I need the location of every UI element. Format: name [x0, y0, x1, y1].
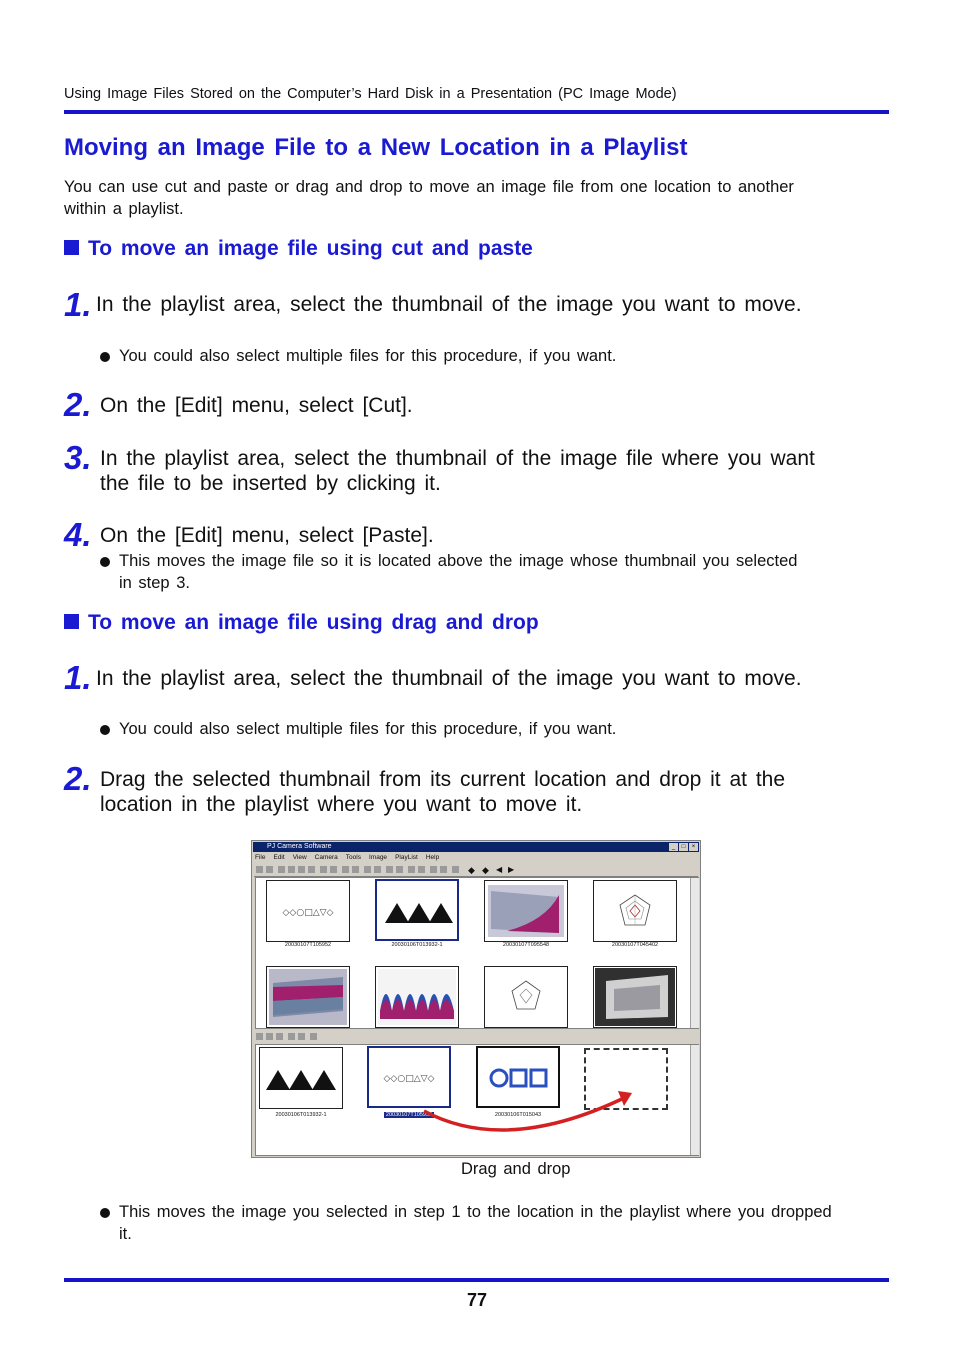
bullet-note	[100, 1201, 840, 1245]
square-bullet-icon	[64, 614, 79, 629]
bullet-text: You could also select multiple files for this procedure, if you want.	[119, 720, 617, 738]
thumbnail-label: 20030107T045402	[611, 942, 659, 948]
bullet-note	[100, 550, 800, 594]
intro-paragraph: You can use cut and paste or drag and drop to move an image file from one location to another within a playlist.	[64, 178, 794, 218]
toolbar-button-icon[interactable]	[352, 866, 359, 873]
thumbnail-selected[interactable]	[375, 879, 459, 941]
menu-bar	[255, 853, 439, 863]
menu-tools[interactable]: Tools	[345, 854, 361, 861]
thumbnail[interactable]	[266, 880, 350, 942]
menu-help[interactable]: Help	[425, 854, 440, 861]
bullet-text: This moves the image file so it is located above the image whose thumbnail you selected in step 3.	[119, 552, 798, 592]
section-heading-text: To move an image file using drag and drop	[88, 611, 539, 634]
step-text: In the playlist area, select the thumbnail of the image you want to move.	[96, 293, 802, 316]
toolbar-button-icon[interactable]	[298, 1033, 305, 1040]
diamond-icon[interactable]: ◆	[482, 865, 489, 875]
window-title: PJ Camera Software	[267, 843, 332, 850]
playlist-thumbnail-label: 20030106T013932-1	[275, 1112, 327, 1118]
thumbnail[interactable]	[375, 966, 459, 1028]
step-text: In the playlist area, select the thumbnail of the image you want to move.	[96, 667, 802, 690]
step-text: In the playlist area, select the thumbnail of the image file where you want the file to be inserted by clicking it.	[100, 447, 815, 495]
bullet-note	[100, 345, 820, 367]
menu-edit[interactable]: Edit	[273, 854, 285, 861]
section-heading-text: To move an image file using cut and paste	[88, 237, 533, 260]
toolbar-button-icon[interactable]	[342, 866, 349, 873]
thumbnail[interactable]	[593, 966, 677, 1028]
toolbar-button-icon[interactable]	[430, 866, 437, 873]
application-screenshot	[251, 840, 701, 1158]
bullet-dot-icon	[100, 352, 110, 362]
toolbar-button-icon[interactable]	[452, 866, 459, 873]
step-text: Drag the selected thumbnail from its current location and drop it at the location in the playlist where you want to move it.	[100, 768, 786, 816]
bullet-dot-icon	[100, 1208, 110, 1218]
toolbar-button-icon[interactable]	[288, 866, 295, 873]
close-icon[interactable]: ×	[689, 843, 698, 851]
toolbar-button-icon[interactable]	[320, 866, 327, 873]
toolbar-button-icon[interactable]	[278, 866, 285, 873]
diamond-icon[interactable]: ◆	[468, 865, 475, 875]
bullet-note	[100, 718, 820, 740]
window-titlebar	[253, 842, 699, 852]
step-text: On the [Edit] menu, select [Cut].	[100, 394, 413, 417]
thumbnail-pane	[255, 877, 699, 1029]
toolbar-button-icon[interactable]	[418, 866, 425, 873]
running-header: Using Image Files Stored on the Computer’s Hard Disk in a Presentation (PC Image Mode)	[64, 86, 677, 102]
menu-camera[interactable]: Camera	[314, 854, 338, 861]
toolbar-button-icon[interactable]	[266, 1033, 273, 1040]
arrow-right-icon[interactable]: ▶	[508, 865, 515, 874]
header-rule	[64, 110, 889, 114]
toolbar	[254, 864, 698, 877]
square-bullet-icon	[64, 240, 79, 255]
drag-arrow-icon	[256, 1045, 700, 1157]
selected-label-text: 20030107T105952	[385, 1112, 433, 1118]
toolbar-button-icon[interactable]	[298, 866, 305, 873]
menu-image[interactable]: Image	[368, 854, 388, 861]
playlist-thumbnail-label: 20030106T015043	[494, 1112, 542, 1118]
step-number: 4.	[64, 516, 92, 553]
toolbar-button-icon[interactable]	[256, 1033, 263, 1040]
footer-rule	[64, 1278, 889, 1282]
step-number: 3.	[64, 439, 92, 476]
maximize-icon[interactable]: □	[679, 843, 688, 851]
thumbnail-label: 20030106T013932-1	[391, 942, 443, 948]
playlist-pane	[255, 1044, 699, 1156]
step-number: 2.	[64, 386, 92, 423]
toolbar-button-icon[interactable]	[374, 866, 381, 873]
step-text: On the [Edit] menu, select [Paste].	[100, 524, 434, 547]
bullet-dot-icon	[100, 557, 110, 567]
vertical-scrollbar[interactable]	[690, 878, 699, 1028]
step-number: 1.	[64, 659, 92, 696]
section-heading-drag-drop	[64, 611, 539, 635]
thumbnail[interactable]	[266, 966, 350, 1028]
toolbar-button-icon[interactable]	[330, 866, 337, 873]
page-number: 77	[466, 1290, 488, 1310]
menu-playlist[interactable]: PlayList	[395, 854, 418, 861]
vertical-scrollbar[interactable]	[690, 1045, 699, 1155]
bullet-dot-icon	[100, 725, 110, 735]
page-title: Moving an Image File to a New Location in a Playlist	[64, 134, 688, 161]
bullet-text: You could also select multiple files for this procedure, if you want.	[119, 347, 617, 365]
thumbnail[interactable]	[593, 880, 677, 942]
arrow-left-icon[interactable]: ◀	[496, 865, 503, 874]
toolbar-button-icon[interactable]	[440, 866, 447, 873]
svg-text:◇◇○□△▽◇: ◇◇○□△▽◇	[282, 908, 334, 918]
menu-file[interactable]: File	[255, 854, 266, 861]
toolbar-button-icon[interactable]	[408, 866, 415, 873]
toolbar-button-icon[interactable]	[256, 866, 263, 873]
section-heading-cut-paste	[64, 237, 533, 261]
toolbar-button-icon[interactable]	[396, 866, 403, 873]
svg-text:◇◇○□△▽◇: ◇◇○□△▽◇	[383, 1074, 435, 1084]
thumbnail[interactable]	[484, 880, 568, 942]
toolbar-button-icon[interactable]	[386, 866, 393, 873]
thumbnail[interactable]	[484, 966, 568, 1028]
toolbar-button-icon[interactable]	[364, 866, 371, 873]
toolbar-button-icon[interactable]	[310, 1033, 317, 1040]
figure-caption: Drag and drop	[461, 1160, 571, 1178]
toolbar-button-icon[interactable]	[266, 866, 273, 873]
step-number: 1.	[64, 286, 92, 323]
toolbar-button-icon[interactable]	[276, 1033, 283, 1040]
menu-view[interactable]: View	[292, 854, 307, 861]
bullet-text: This moves the image you selected in step 1 to the location in the playlist where you dropped it.	[119, 1203, 832, 1243]
toolbar-button-icon[interactable]	[308, 866, 315, 873]
step-number: 2.	[64, 760, 92, 797]
thumbnail-label: 20030107T095548	[502, 942, 550, 948]
toolbar-button-icon[interactable]	[288, 1033, 295, 1040]
minimize-icon[interactable]: _	[669, 843, 678, 851]
thumbnail-label: 20030107T105952	[284, 942, 332, 948]
